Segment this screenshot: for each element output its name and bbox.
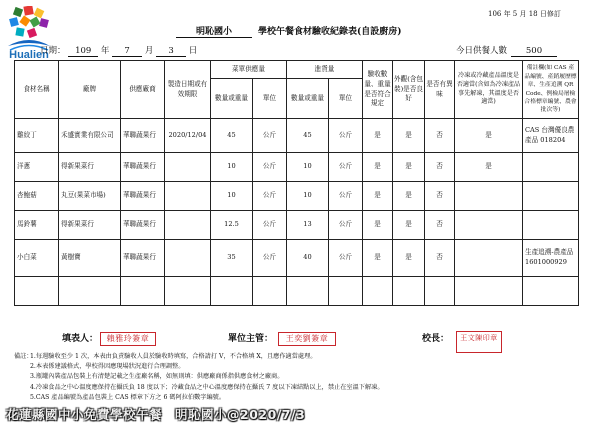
note-item: 4.冷凍食品之中心溫度應保持在攝氏負 18 度以下；冷藏食品之中心溫度應保持在攝氏 7 度以下凍結點以上，禁止在室溫下解凍。 bbox=[30, 383, 384, 391]
header-supplied-unit: 單位 bbox=[253, 79, 287, 119]
cell-cold bbox=[455, 211, 523, 240]
cell-received-unit: 公斤 bbox=[329, 211, 363, 240]
header-received-unit: 單位 bbox=[329, 79, 363, 119]
cell-cold bbox=[455, 277, 523, 306]
cell-odor: 否 bbox=[425, 119, 455, 153]
date-month: 7 bbox=[112, 46, 142, 57]
unit-head-label: 單位主管： bbox=[228, 334, 274, 344]
cell-supplied-unit: 公斤 bbox=[253, 211, 287, 240]
cell-food-name: 杏鮑菇 bbox=[15, 182, 59, 211]
cell-accept: 是 bbox=[363, 153, 393, 182]
cell-brand: 得新果菜行 bbox=[59, 211, 121, 240]
header-cold-temp: 冷凍或冷藏產品溫度是否適當(含如為冷凍產品事先解凍，其溫度是否適當) bbox=[455, 61, 523, 119]
cell-supplier bbox=[121, 277, 165, 306]
supply-count bbox=[456, 44, 557, 57]
logo-caption: Hualien bbox=[9, 49, 49, 61]
header-food-name: 食材名稱 bbox=[15, 61, 59, 119]
cell-cold: 是 bbox=[455, 153, 523, 182]
school-name: 明恥國小 bbox=[176, 24, 252, 38]
cell-mfg-date bbox=[165, 277, 211, 306]
cell-brand: 禾盛實業有限公司 bbox=[59, 119, 121, 153]
cell-supplier: 華聯蔬果行 bbox=[121, 153, 165, 182]
header-remarks: 備註欄(如 CAS 產品編號、產銷履歷標章、生產追溯 QR Code、例檢局屠檢合格標章編號、農會批次等) bbox=[523, 61, 579, 119]
cell-cold bbox=[455, 182, 523, 211]
cell-mfg-date bbox=[165, 240, 211, 277]
date-day: 3 bbox=[156, 46, 186, 57]
cell-received-unit bbox=[329, 277, 363, 306]
header-mfg-date: 製造日期或有效期限 bbox=[165, 61, 211, 119]
cell-accept: 是 bbox=[363, 119, 393, 153]
header-brand: 廠牌 bbox=[59, 61, 121, 119]
cell-remark bbox=[523, 211, 579, 240]
cell-supplied-unit bbox=[253, 277, 287, 306]
cell-accept: 是 bbox=[363, 211, 393, 240]
cell-accept bbox=[363, 277, 393, 306]
cell-received-unit: 公斤 bbox=[329, 240, 363, 277]
cell-food-name: 馬鈴薯 bbox=[15, 211, 59, 240]
unit-head-stamp: 王奕劉簽章 bbox=[278, 332, 336, 346]
header-received: 進貨量 bbox=[287, 61, 363, 79]
header-received-qty: 數量或重量 bbox=[287, 79, 329, 119]
cell-brand: 得新果菜行 bbox=[59, 153, 121, 182]
cell-supplied-qty: 35 bbox=[211, 240, 253, 277]
table-row bbox=[15, 119, 579, 153]
cell-odor: 否 bbox=[425, 240, 455, 277]
notes-lead: 備註： bbox=[14, 353, 33, 360]
cell-accept: 是 bbox=[363, 182, 393, 211]
cell-remark bbox=[523, 277, 579, 306]
cell-supplied-unit: 公斤 bbox=[253, 119, 287, 153]
header-package: 外觀(含包裝)是否良好 bbox=[393, 61, 425, 119]
cell-accept: 是 bbox=[363, 240, 393, 277]
principal-stamp: 王文陳印章 bbox=[456, 331, 502, 353]
cell-supplier: 華聯蔬果行 bbox=[121, 240, 165, 277]
cell-received-unit: 公斤 bbox=[329, 119, 363, 153]
cell-supplier: 華聯蔬果行 bbox=[121, 211, 165, 240]
date-year-unit: 年 bbox=[100, 46, 110, 56]
cell-received-qty: 13 bbox=[287, 211, 329, 240]
table-row bbox=[15, 182, 579, 211]
cell-supplied-unit: 公斤 bbox=[253, 182, 287, 211]
cell-odor: 否 bbox=[425, 211, 455, 240]
cell-received-qty bbox=[287, 277, 329, 306]
table-row bbox=[15, 277, 579, 306]
cell-package: 是 bbox=[393, 240, 425, 277]
supply-count-value: 500 bbox=[511, 46, 557, 57]
cell-odor: 否 bbox=[425, 182, 455, 211]
cell-brand: 黃樹寶 bbox=[59, 240, 121, 277]
cell-mfg-date bbox=[165, 211, 211, 240]
page-title bbox=[176, 24, 402, 38]
cell-received-qty: 45 bbox=[287, 119, 329, 153]
cell-brand bbox=[59, 277, 121, 306]
supply-count-label: 今日供餐人數 bbox=[456, 46, 508, 56]
cell-package: 是 bbox=[393, 153, 425, 182]
header-supplied-qty: 數量或重量 bbox=[211, 79, 253, 119]
cell-supplied-qty: 10 bbox=[211, 153, 253, 182]
cell-received-qty: 10 bbox=[287, 153, 329, 182]
header-odor: 是否有異味 bbox=[425, 61, 455, 119]
watermark-caption: 花蓮縣國中小免費學校午餐 明恥國小@2020/7/3 bbox=[6, 407, 306, 422]
cell-received-qty: 10 bbox=[287, 182, 329, 211]
cell-received-qty: 40 bbox=[287, 240, 329, 277]
cell-mfg-date bbox=[165, 182, 211, 211]
cell-package: 是 bbox=[393, 182, 425, 211]
cell-food-name bbox=[15, 277, 59, 306]
cell-supplied-qty bbox=[211, 277, 253, 306]
cell-supplier: 華聯蔬果行 bbox=[121, 182, 165, 211]
note-item: 3.瓶罐內裝產品包裝上有清楚記載之生產廠名稱，如無則填：供應廠商係指供應食材之廠商。 bbox=[30, 373, 284, 381]
cell-package: 是 bbox=[393, 211, 425, 240]
cell-food-name: 小白菜 bbox=[15, 240, 59, 277]
cell-food-name: 洋蔥 bbox=[15, 153, 59, 182]
header-supplier: 供應廠商 bbox=[121, 61, 165, 119]
cell-mfg-date: 2020/12/04 bbox=[165, 119, 211, 153]
date-day-unit: 日 bbox=[188, 46, 198, 56]
notes bbox=[16, 352, 584, 403]
filler-stamp: 賴雅玲簽章 bbox=[100, 332, 156, 346]
cell-supplier: 華聯蔬果行 bbox=[121, 119, 165, 153]
note-item: 5.CAS 產品編號為產品包裝上 CAS 標章下方之 6 碼阿拉伯數字編號。 bbox=[30, 393, 226, 401]
principal-label: 校長： bbox=[422, 334, 450, 344]
table-row bbox=[15, 153, 579, 182]
cell-food-name: 雞絞丁 bbox=[15, 119, 59, 153]
date-year: 109 bbox=[68, 46, 98, 57]
filler-label: 填表人： bbox=[62, 334, 99, 344]
cell-remark: 生產追溯-農產品 1601000929 bbox=[523, 240, 579, 277]
cell-odor: 否 bbox=[425, 153, 455, 182]
cell-received-unit: 公斤 bbox=[329, 153, 363, 182]
cell-remark bbox=[523, 182, 579, 211]
header-accept-qty: 驗收數量、重量是否符合規定 bbox=[363, 61, 393, 119]
cell-remark bbox=[523, 153, 579, 182]
note-item: 2.本表係建議格式，學校得因應現場狀況進行合理調整。 bbox=[30, 363, 185, 371]
revision-date: 106 年 5 月 18 日修訂 bbox=[488, 10, 561, 18]
form-title: 學校午餐食材驗收紀錄表(自設廚房) bbox=[258, 27, 402, 37]
cell-supplied-unit: 公斤 bbox=[253, 153, 287, 182]
cell-cold bbox=[455, 240, 523, 277]
cell-supplied-qty: 10 bbox=[211, 182, 253, 211]
inspection-table bbox=[14, 60, 579, 306]
header-supplied: 菜單供應量 bbox=[211, 61, 287, 79]
date-label: 日期： bbox=[40, 46, 66, 56]
note-item: 備註： 1.每週驗收至少 1 次，本表由負責驗收人員於驗收時填寫，合格請打 V，不合格填 X，且應作適當處理。 bbox=[16, 352, 584, 362]
cell-cold: 是 bbox=[455, 119, 523, 153]
cell-brand: 丸豆(果菜市場) bbox=[59, 182, 121, 211]
cell-supplied-qty: 12.5 bbox=[211, 211, 253, 240]
cell-supplied-qty: 45 bbox=[211, 119, 253, 153]
date-line bbox=[40, 44, 197, 57]
cell-received-unit: 公斤 bbox=[329, 182, 363, 211]
cell-package: 是 bbox=[393, 119, 425, 153]
cell-odor bbox=[425, 277, 455, 306]
date-month-unit: 月 bbox=[144, 46, 154, 56]
cell-remark: CAS 台灣優良農產品 018204 bbox=[523, 119, 579, 153]
cell-package bbox=[393, 277, 425, 306]
table-row bbox=[15, 211, 579, 240]
cell-supplied-unit: 公斤 bbox=[253, 240, 287, 277]
table-row bbox=[15, 240, 579, 277]
cell-mfg-date bbox=[165, 153, 211, 182]
